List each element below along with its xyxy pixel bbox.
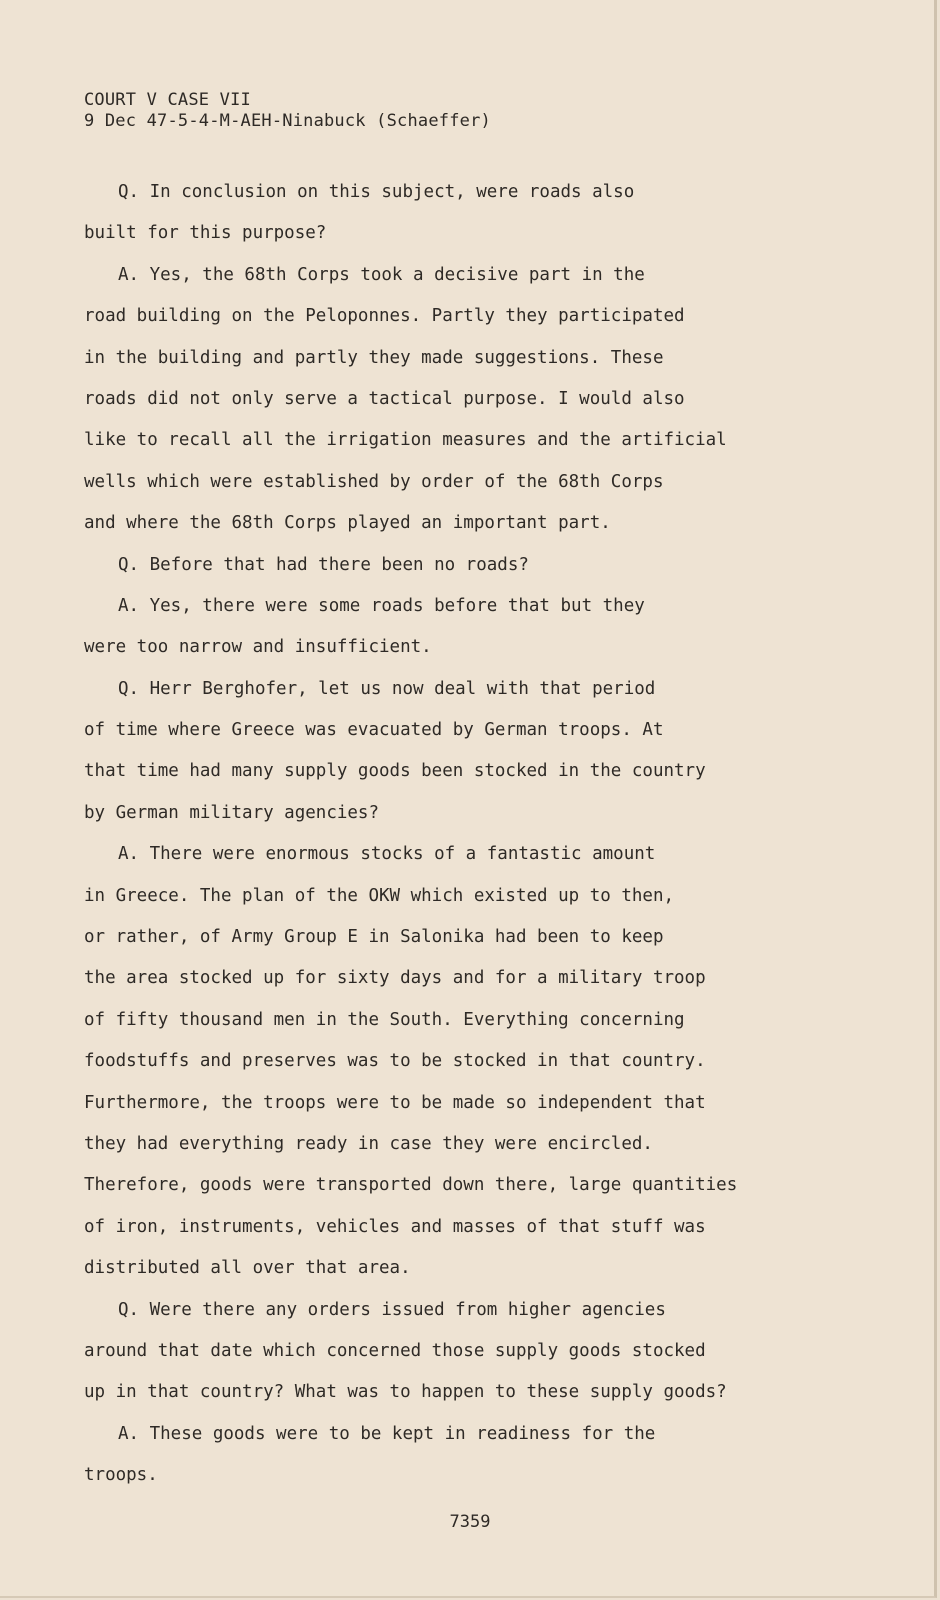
session-reference-line: 9 Dec 47-5-4-M-AEH-Ninabuck (Schaeffer) xyxy=(84,111,491,131)
transcript-line: by German military agencies? xyxy=(84,802,380,823)
transcript-line: A. There were enormous stocks of a fantastic amount xyxy=(118,844,656,865)
transcript-line: in Greece. The plan of the OKW which existed up to then, xyxy=(84,885,675,906)
transcript-line: wells which were established by order of the 68th Corps xyxy=(84,471,664,492)
transcript-line: A. These goods were to be kept in readiness for the xyxy=(118,1423,656,1444)
document-header xyxy=(84,90,491,132)
transcript-line: around that date which concerned those supply goods stocked xyxy=(84,1340,706,1361)
transcript-line: built for this purpose? xyxy=(84,223,327,244)
transcript-line: the area stocked up for sixty days and for a military troop xyxy=(84,968,706,989)
transcript-line: of time where Greece was evacuated by German troops. At xyxy=(84,720,664,741)
transcript-line: up in that country? What was to happen to these supply goods? xyxy=(84,1382,727,1403)
transcript-line: that time had many supply goods been stocked in the country xyxy=(84,761,706,782)
transcript-line: distributed all over that area. xyxy=(84,1258,411,1279)
transcript-line: they had everything ready in case they were encircled. xyxy=(84,1133,653,1154)
transcript-line: or rather, of Army Group E in Salonika had been to keep xyxy=(84,927,664,948)
transcript-line: A. Yes, the 68th Corps took a decisive part in the xyxy=(118,264,645,285)
court-case-line: COURT V CASE VII xyxy=(84,90,251,110)
page-number: 7359 xyxy=(449,1512,491,1532)
transcript-line: Furthermore, the troops were to be made so independent that xyxy=(84,1092,706,1113)
transcript-line: were too narrow and insufficient. xyxy=(84,637,432,658)
transcript-line: of iron, instruments, vehicles and masses of that stuff was xyxy=(84,1216,706,1237)
transcript-line: Q. In conclusion on this subject, were roads also xyxy=(118,182,635,202)
transcript-line: of fifty thousand men in the South. Everything concerning xyxy=(84,1009,685,1030)
transcript-line: in the building and partly they made suggestions. These xyxy=(84,347,664,368)
transcript-line: Q. Herr Berghofer, let us now deal with that period xyxy=(118,678,656,699)
transcript-line: roads did not only serve a tactical purpose. I would also xyxy=(84,388,685,409)
transcript-line: Q. Before that had there been no roads? xyxy=(118,554,529,575)
transcript-line: A. Yes, there were some roads before that but they xyxy=(118,595,645,616)
transcript-line: troops. xyxy=(84,1465,158,1486)
transcript-line: Therefore, goods were transported down there, large quantities xyxy=(84,1175,738,1196)
transcript-line: like to recall all the irrigation measures and the artificial xyxy=(84,430,727,451)
transcript-line: and where the 68th Corps played an important part. xyxy=(84,513,611,534)
transcript-body xyxy=(84,172,854,1497)
transcript-line: road building on the Peloponnes. Partly they participated xyxy=(84,306,685,327)
transcript-line: Q. Were there any orders issued from higher agencies xyxy=(118,1299,666,1320)
transcript-line: foodstuffs and preserves was to be stocked in that country. xyxy=(84,1051,706,1072)
